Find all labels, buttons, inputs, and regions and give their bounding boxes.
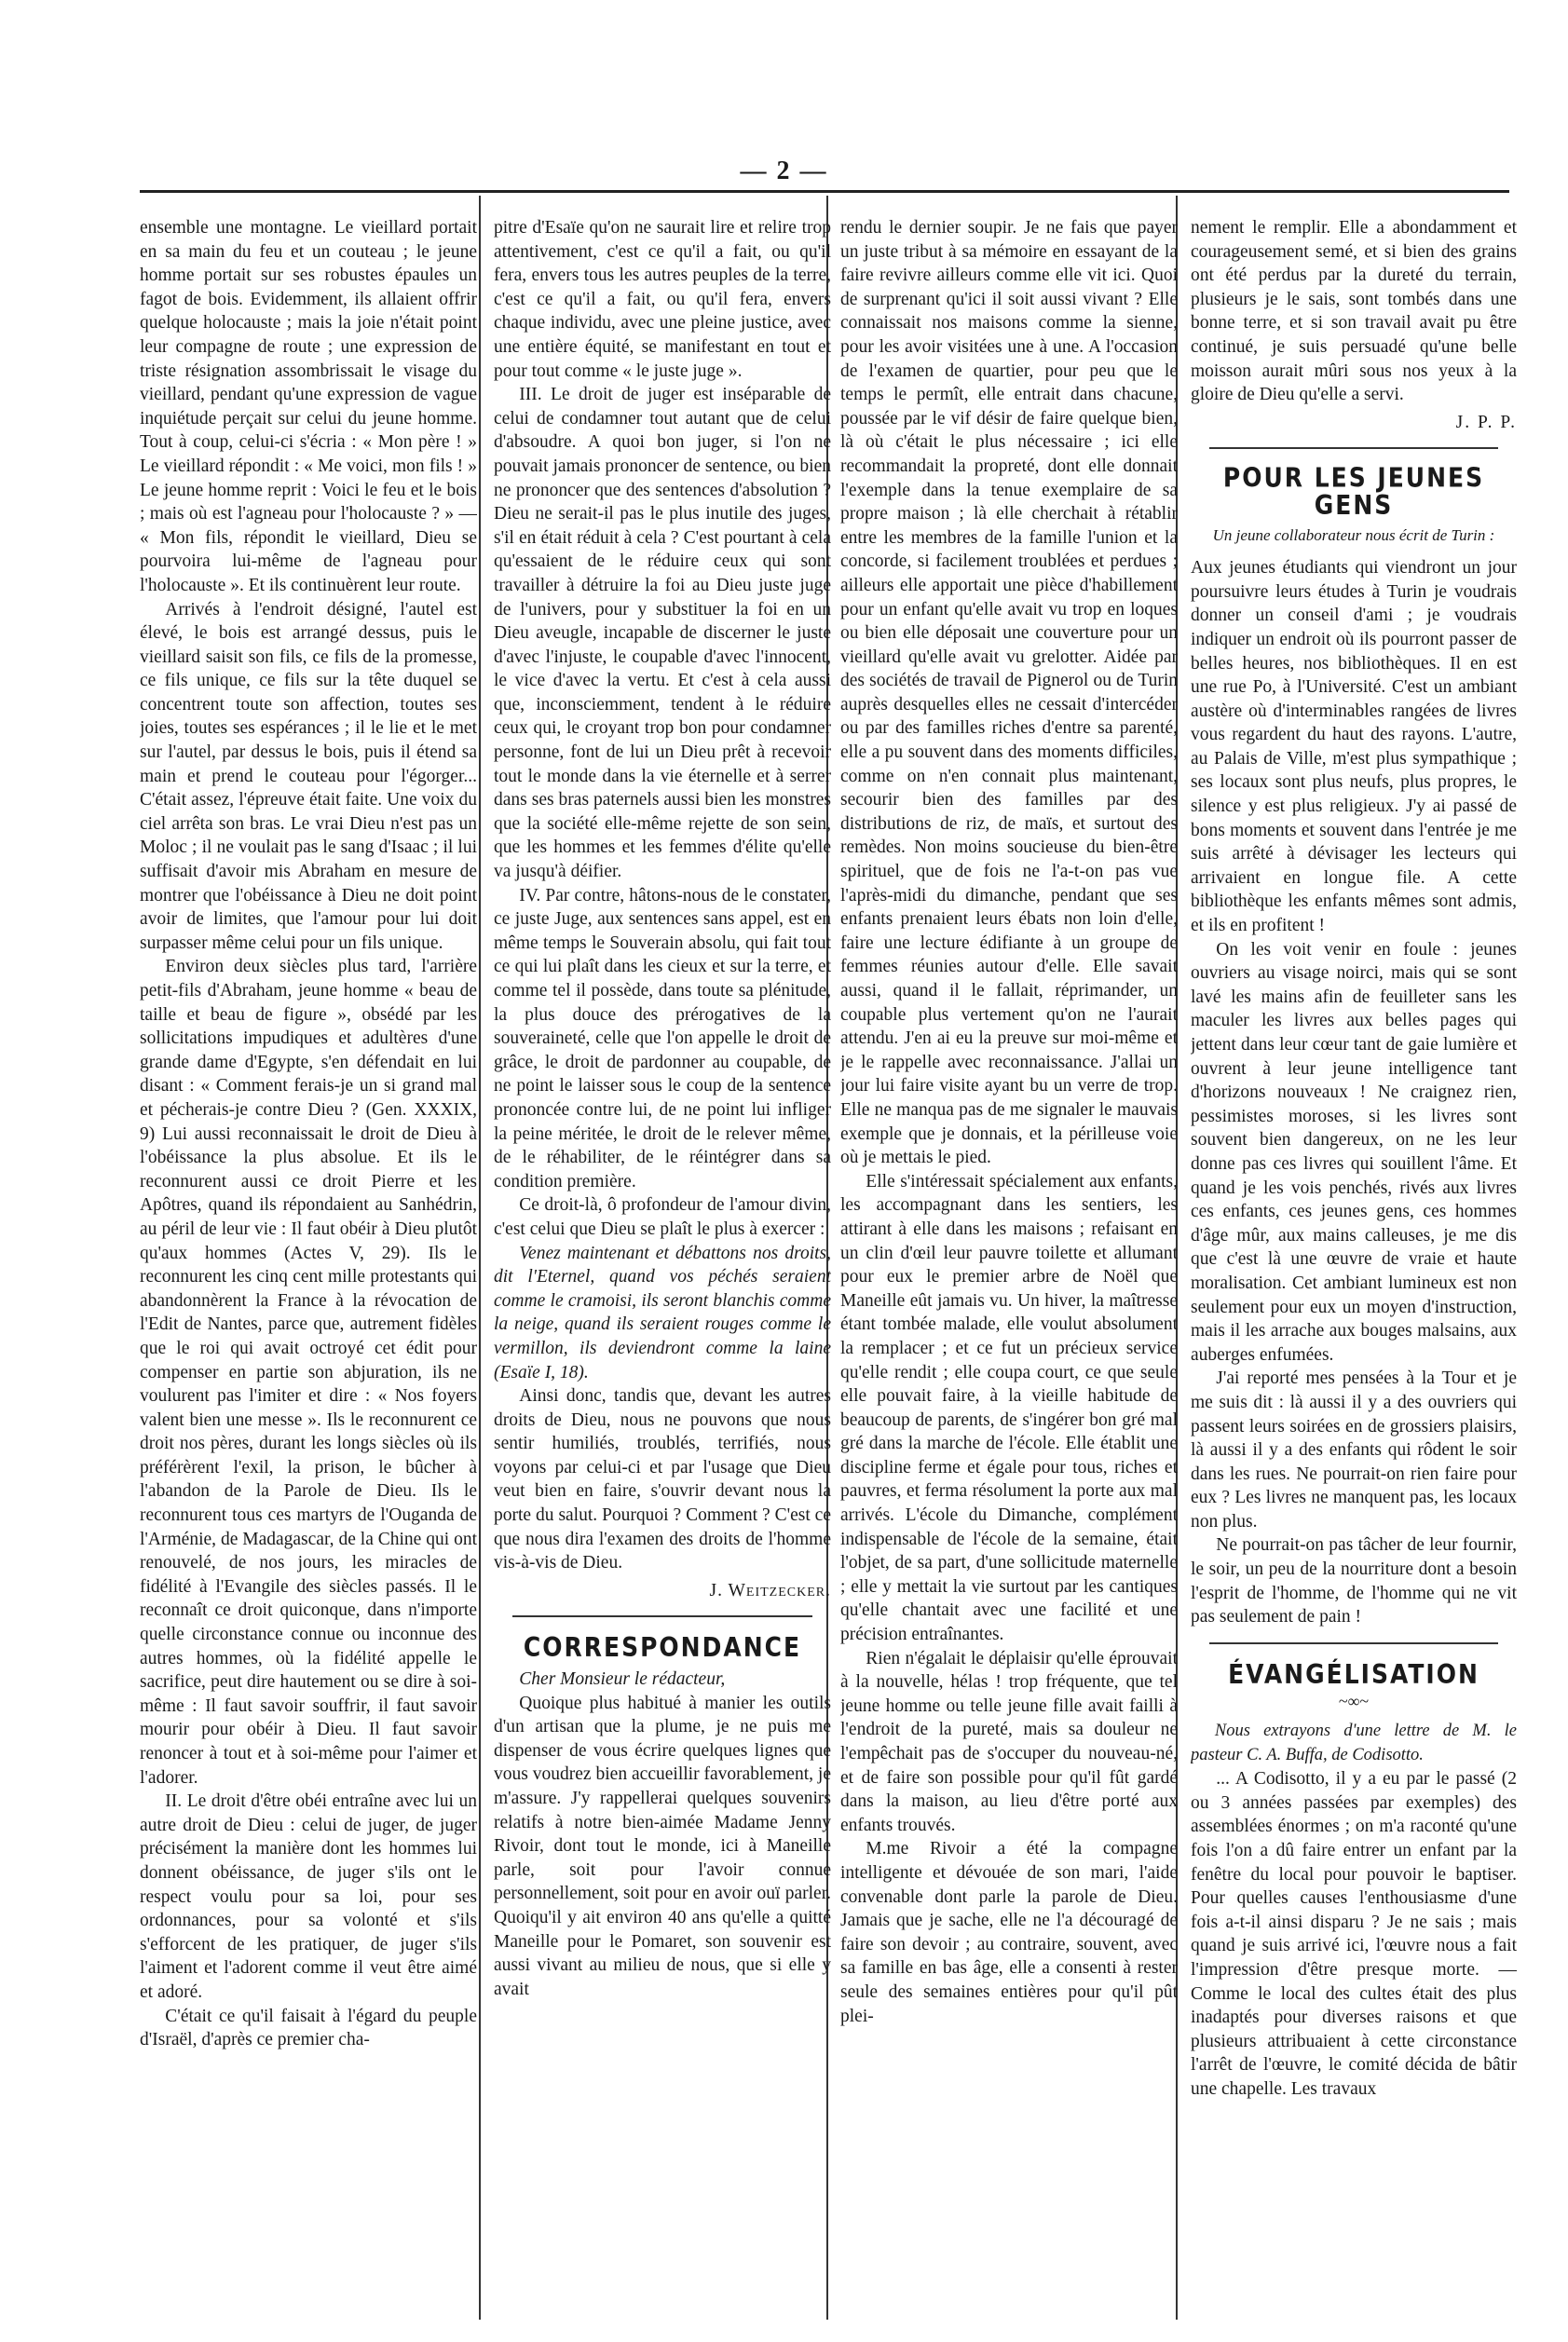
paragraph: M.me Rivoir a été la compagne intelligente et dévouée de son mari, l'aide convenable dont parle la parole de Dieu. Jamais que je sache, elle ne l'a découragé de faire son devoir ; au contraire, souvent, avec sa famille en bas âge, elle a consenti à rester seule des semaines entières pour qu'il pût plei- bbox=[840, 1839, 1178, 2026]
top-rule bbox=[140, 190, 1509, 193]
paragraph: Elle s'intéressait spécialement aux enfants, les accompagnant dans les sentiers, les attirant à elle dans les maisons ; refaisant en un clin d'œil leur pauvre toilette et allumant pour eux le premier arbre de Noël que Maneille eût jamais vu. Un hiver, la maîtresse étant tombée malade, elle voulut absolument la remplacer ; et ce fut un précieux service qu'elle rendit ; elle coupa court, ce que seule elle pouvait faire, à la vieille habitude de beaucoup de parents, de s'ingérer bon gré mal gré dans la marche de l'école. Elle établit une discipline ferme et égale pour tous, riches et pauvres, et ferma résolument la porte aux mal arrivés. L'école du Dimanche, complément indispensable de l'école de la semaine, était l'objet, de sa part, d'une sollicitude maternelle ; elle y mettait la vie surtout par les cantiques qu'elle chantait avec une facilité et une précision entraînantes. bbox=[840, 1171, 1178, 1645]
correspondance-heading: CORRESPONDANCE bbox=[523, 1632, 802, 1664]
jeunes-gens-intro: Un jeune collaborateur nous écrit de Turin : bbox=[1212, 525, 1495, 544]
signature-weitzecker: J. Weitzecker. bbox=[709, 1580, 831, 1600]
column-1 bbox=[140, 216, 477, 2303]
signature-jpp: J. P. P. bbox=[1455, 412, 1517, 432]
jeunes-gens-heading: POUR LES JEUNES GENS bbox=[1222, 462, 1485, 521]
section-divider bbox=[1209, 447, 1498, 449]
paragraph: J'ai reporté mes pensées à la Tour et je me suis dit : là aussi il y a des ouvriers qui passent leurs soirées en de grossiers plaisirs, là aussi il y a des enfants qui rôdent le soir dans les rues. Ne pourrait-on rien faire pour eux ? Les livres ne manquent pas, les locaux non plus. bbox=[1191, 1368, 1517, 1532]
paragraph: Ce droit-là, ô profondeur de l'amour divin, c'est celui que Dieu se plaît le plus à exercer : bbox=[494, 1195, 831, 1239]
scripture-quote: Venez maintenant et débattons nos droits, dit l'Eternel, quand vos péchés seraient comme le cramoisi, ils seront blanchis comme la neige, quand ils seraient rouges comme le vermillon, ils deviendront comme la laine (Esaïe I, 18). bbox=[494, 1243, 831, 1382]
paragraph: Quoique plus habitué à manier les outils d'un artisan que la plume, je ne puis me dispenser de vous écrire quelques lignes que vous voudrez bien accueillir favorablement, je m'assure. J'y rappellerai quelques souvenirs relatifs à notre bien-aimée Madame Jenny Rivoir, dont tout le monde, ici à Maneille parle, soit pour l'avoir connue personnellement, soit pour en avoir ouï parler. Quoiqu'il y ait environ 40 ans qu'elle a quitté Maneille pour le Pomaret, son souvenir est aussi vivant au milieu de nous, que si elle y avait bbox=[494, 1693, 831, 1999]
paragraph: pitre d'Esaïe qu'on ne saurait lire et relire trop attentivement, c'est ce qu'il a fait, ou qu'il fera, envers tous les autres peuples de la terre, c'est ce qu'il a fait, ou qu'il fera, envers chaque individu, avec une pleine justice, avec une entière équité, se manifestant en tout et pour tout comme « le juste juge ». bbox=[494, 218, 831, 381]
paragraph: ... A Codisotto, il y a eu par le passé (2 ou 3 années passées par exemples) des assemblées énormes ; on m'a raconté qu'une fois l'on a dû faire entrer un enfant par la fenêtre du local pour pouvoir le baptiser. Pour quelles causes l'enthousiasme d'une fois a-t-il ainsi disparu ? Je ne sais ; mais quand je suis arrivé ici, l'œuvre nous a fait l'impression d'être presque morte. — Comme le local des cultes était des plus inadaptés pour diverses raisons et que plusieurs attribuaient à cette circonstance l'arrêt de l'œuvre, le comité décida de bâtir une chapelle. Les travaux bbox=[1191, 1769, 1517, 2099]
paragraph: ensemble une montagne. Le vieillard portait en sa main du feu et un couteau ; le jeune homme portait sur ses robustes épaules un fagot de bois. Evidemment, ils allaient offrir quelque holocauste ; mais la joie n'était point leur compagne de route ; une expression de triste résignation assombrissait le visage du vieillard, pendant qu'une expression de vague inquiétude perçait sur celui du jeune homme. Tout à coup, celui-ci s'écria : « Mon père ! » Le vieillard répondit : « Me voici, mon fils ! » Le jeune homme reprit : Voici le feu et le bois ; mais où est l'agneau pour l'holocauste ? » — « Mon fils, répondit le vieillard, Dieu se pourvoira lui-même de l'agneau pour l'holocauste ». Et ils continuèrent leur route. bbox=[140, 218, 477, 595]
section-divider bbox=[512, 1615, 812, 1617]
column-3 bbox=[840, 216, 1178, 2303]
salutation: Cher Monsieur le rédacteur, bbox=[519, 1669, 726, 1690]
paragraph: Aux jeunes étudiants qui viendront un jour poursuivre leurs études à Turin je voudrais donner un conseil d'ami ; je voudrais indiquer un endroit où ils pourront passer de belles heures, nos bibliothèques. Il en est une rue Po, à l'Université. C'est un ambiant austère où d'interminables rangées de livres vous regardent du haut des rayons. L'autre, au Palais de Ville, m'est plus sympathique ; ses locaux sont plus neufs, plus propres, le silence y est plus religieux. J'y ai passé de bons moments et souvent dans l'entrée je me suis arrêté à dévisager les lecteurs qui arrivaient en longue file. A cette bibliothèque les enfants mêmes sont admis, et ils en profitent ! bbox=[1191, 558, 1517, 936]
paragraph: Ainsi donc, tandis que, devant les autres droits de Dieu, nous ne pouvons que nous sentir humiliés, troublés, terrifiés, nous voyons par celui-ci et par l'usage que Dieu veut bien en faire, s'ouvrir devant nous la porte du salut. Pourquoi ? Comment ? C'est ce que nous dira l'examen des droits de l'homme vis-à-vis de Dieu. bbox=[494, 1386, 831, 1573]
paragraph: nement le remplir. Elle a abondamment et courageusement semé, et si bien des grains ont été perdus par la dureté du terrain, plusieurs je le sais, sont tombés dans une bonne terre, et si son travail avait pu être continué, je suis persuadé qu'une belle moisson aurait mûri sous nos yeux à la gloire de Dieu qu'elle a servi. bbox=[1191, 218, 1517, 405]
paragraph: III. Le droit de juger est inséparable de celui de condamner tout autant que de celui d'absoudre. A quoi bon juger, si l'on ne pouvait jamais prononcer de sentence, ou bien ne prononcer que des sentences d'absolution ? Dieu ne serait-il pas le plus inutile des juges, s'il en était réduit à cela ? C'est pourtant à cela qu'essaient de le réduire ceux qui sont travailler à détruire la foi au Dieu juste juge de l'univers, pour y substituer la foi en un Dieu aveugle, incapable de discerner le juste d'avec l'injuste, le coupable d'avec l'innocent, le vice d'avec la vertu. Et c'est à cela aussi que, inconsciemment, tendent à le réduire ceux qui, le croyant trop bon pour condamner personne, font de lui un Dieu prêt à recevoir tout le monde dans la vie éternelle et à serrer dans ses bras paternels aussi bien les monstres que la société elle-même rejette de son sein, que les hommes et les femmes d'élite qu'elle va jusqu'à déifier. bbox=[494, 385, 831, 882]
paragraph: Ne pourrait-on pas tâcher de leur fournir, le soir, un peu de la nourriture dont a besoin l'esprit de l'homme, de l'homme qui ne vit pas seulement de pain ! bbox=[1191, 1535, 1517, 1627]
flourish-ornament: ~∞~ bbox=[1338, 1692, 1370, 1711]
paragraph: IV. Par contre, hâtons-nous de le constater, ce juste Juge, aux sentences sans appel, est en même temps le Souverain absolu, qui fait tout ce qui lui plaît dans les cieux et sur la terre, et comme tel il possède, dans toute sa plénitude, la plus douce des prérogatives de la souveraineté, celle que l'on appelle le droit de grâce, le droit de pardonner au coupable, de ne point le laisser sous le coup de la sentence prononcée contre lui, de ne point lui infliger la peine méritée, le droit de le relever même, de le réhabiliter, de le réintégrer dans sa condition première. bbox=[494, 885, 831, 1191]
paragraph: rendu le dernier soupir. Je ne fais que payer un juste tribut à sa mémoire en essayant de la faire revivre ailleurs comme elle vit ici. Quoi de surprenant qu'ici il soit aussi vivant ? Elle connaissait nos maisons comme la sienne, pour les avoir visitées une à une. A l'occasion de l'examen de quartier, pour peu que le temps le permît, elle entrait dans chacune, poussée par le vif désir de faire quelque bien, là où c'était le plus nécessaire ; ici elle recommandait la propreté, dont elle donnait l'exemple dans la tenue exemplaire de sa propre maison ; là elle cherchait à rétablir entre les membres de la famille l'union et la concorde, si facilement troublées et perdues ; ailleurs elle apportait une pièce d'habillement pour un enfant qu'elle avait vu trop en loques ou bien elle déposait une couverture pour un vieillard qu'elle avait vu grelotter. Aidée par des sociétés de travail de Pignerol ou de Turin auprès desquelles elles ne cessait d'intercéder ou par des familles riches d'entre sa parenté, elle a pu souvent dans des moments difficiles, comme on n'en connait plus maintenant, secourir bien des familles par des distributions de riz, de maïs, et surtout des remèdes. Non moins soucieuse du bien-être spirituel, que de fois ne l'a-t-on pas vue l'après-midi du dimanche, pendant que ses enfants prenaient leurs ébats non loin d'elle, faire une lecture édifiante à un groupe de femmes réunies autour d'elle. Elle savait aussi, quand il le fallait, réprimander, un coupable plus vertement qu'on ne l'aurait attendu. J'en ai eu la preuve sur moi-même et je le rappelle avec reconnaissance. J'allai un jour lui faire visite ayant bu un verre de trop. Elle ne manqua pas de me signaler le mauvais exemple que je donnais, et la périlleuse voie où je mettais le pied. bbox=[840, 218, 1178, 1168]
paragraph: On les voit venir en foule : jeunes ouvriers au visage noirci, mais qui se sont lavé les mains afin de feuilleter sans les maculer les livres aux belles pages qui jettent dans leur cœur tant de gaie lumière et ouvrent à leur jeune intelligence tant d'horizons nouveaux ! Ne craignez rien, pessimistes moroses, si les livres sont souvent bien dangereux, on ne les leur donne pas ces livres qui souillent l'âme. Et quand je les vois penchés, rivés aux livres ces enfants, ces jeunes gens, ces hommes d'âge mûr, aux mains calleuses, je me dis que c'est là une œuvre de vraie et haute moralisation. Cet ambiant lumineux est non seulement pour eux un moyen d'instruction, mais il les arrache aux bouges malsains, aux auberges enfumées. bbox=[1191, 939, 1517, 1365]
column-2 bbox=[494, 216, 831, 2303]
paragraph: C'était ce qu'il faisait à l'égard du peuple d'Israël, d'après ce premier cha- bbox=[140, 2006, 477, 2050]
paragraph: Arrivés à l'endroit désigné, l'autel est élevé, le bois est arrangé dessus, puis le vieillard saisit son fils, ce fils de la promesse, ce fils unique, ce fils sur la tête duquel se concentrent toute son affection, toutes ses joies, toutes ses espérances ; il le lie et le met sur l'autel, par dessus le bois, puis il étend sa main et prend le couteau pour l'égorger... C'était assez, l'épreuve était faite. Une voix du ciel arrêta son bras. Le vrai Dieu n'est pas un Moloc ; il ne voulait pas le sang d'Isaac ; il lui suffisait d'avoir mis Abraham en mesure de montrer que l'obéissance à Dieu ne doit point avoir de limites, que l'amour pour lui doit surpasser même celui pour un fils unique. bbox=[140, 599, 477, 953]
paragraph: II. Le droit d'être obéi entraîne avec lui un autre droit de Dieu : celui de juger, de juger précisément la manière dont les hommes lui donnent obéissance, de juger s'ils ont le respect voulu pour sa loi, pour ses ordonnances, pour sa volonté et s'ils s'efforcent de les pratiquer, de juger s'ils l'aiment et l'adorent comme il veut être aimé et adoré. bbox=[140, 1791, 477, 2002]
column-4 bbox=[1191, 216, 1517, 2303]
evangelisation-intro: Nous extrayons d'une lettre de M. le pasteur C. A. Buffa, de Codisotto. bbox=[1191, 1722, 1517, 1764]
evangelisation-heading: ÉVANGÉLISATION bbox=[1228, 1658, 1479, 1690]
column-rule-1 bbox=[479, 196, 481, 2320]
paragraph: Environ deux siècles plus tard, l'arrière petit-fils d'Abraham, jeune homme « beau de taille et beau de figure », obsédé par les sollicitations impudiques et adultères d'une grande dame d'Egypte, s'en défendait en lui disant : « Comment ferais-je un si grand mal et pécherais-je contre Dieu ? (Gen. XXXIX, 9) Lui aussi reconnaissait le droit de Dieu à l'obéissance la plus absolue. Et ils le reconnurent aussi ce droit Pierre et les Apôtres, quand ils répondaient au Sanhédrin, au péril de leur vie : Il faut obéir à Dieu plutôt qu'aux hommes (Actes V, 29). Ils le reconnurent les cinq cent mille protestants qui abandonnèrent la France à la révocation de l'Edit de Nantes, parce que, autrement fidèles que le roi qui avait octroyé cet édit pour compenser en partie son abjuration, ils ne voulurent pas l'imiter et dire : « Nos foyers valent bien une messe ». Ils le reconnurent ce droit nos pères, durant les longs siècles où ils préférèrent l'exil, la prison, le bûcher à l'abandon de la Parole de Dieu. Ils le reconnurent tous ces martyrs de l'Ouganda de l'Arménie, de Madagascar, de la Chine qui ont renouvelé, de nos jours, les miracles de fidélité à l'Evangile des siècles passés. Il le reconnaît ce droit quiconque, dans n'importe quelle circonstance connue ou inconnue des autres hommes, où la fidélité appelle le sacrifice, peut dire hautement ou se dire à soi-même : Il faut savoir souffrir, il faut savoir mourir pour obéir à Dieu. Il faut savoir renoncer à tout et à soi-même pour l'aimer et l'adorer. bbox=[140, 957, 477, 1788]
section-divider bbox=[1209, 1642, 1498, 1644]
paragraph: Rien n'égalait le déplaisir qu'elle éprouvait à la nouvelle, hélas ! trop fréquente, que tel jeune homme ou telle jeune fille avait failli à l'endroit de la pureté, mais sa douleur ne l'empêchait pas de s'occuper du nouveau-né, et de faire son possible pour qu'il fût gardé dans la maison, au lieu d'être porté aux enfants trouvés. bbox=[840, 1648, 1178, 1835]
page-number: — 2 — bbox=[740, 157, 828, 185]
